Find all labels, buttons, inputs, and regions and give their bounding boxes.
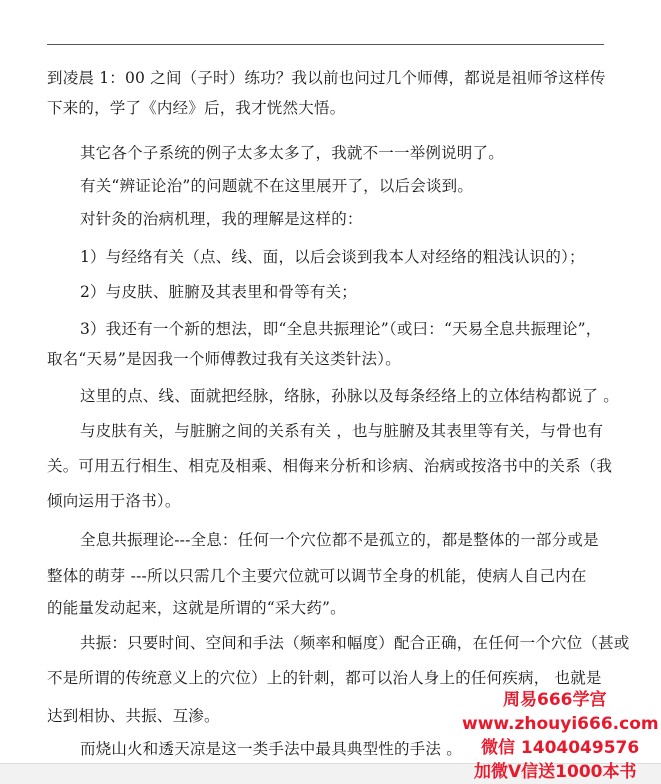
text-line-9: 取名“天易”是因我一个师傅教过我有关这类针法）。 xyxy=(47,350,401,368)
text-line-13: 倾向运用于洛书）。 xyxy=(47,492,181,510)
text-line-11: 与皮肤有关，与脏腑之间的关系有关 ，也与脏腑及其表里等有关，与骨也有 xyxy=(80,422,604,440)
text-line-5: 对针灸的治病机理，我的理解是这样的： xyxy=(80,210,363,228)
text-line-8: 3）我还有一个新的想法，即“全息共振理论”（或曰：“天易全息共振理论”， xyxy=(80,320,602,338)
header-rule xyxy=(47,44,604,45)
text-line-16: 的能量发动起来，这就是所谓的“采大药”。 xyxy=(47,599,346,617)
text-line-19: 达到相协、共振、互渗。 xyxy=(47,707,220,725)
text-line-7: 2）与皮肤、脏腑及其表里和骨等有关； xyxy=(80,283,357,301)
text-line-18: 不是所谓的传统意义上的穴位）上的针刺，都可以治人身上的任何疾病， 也就是 xyxy=(47,669,602,687)
text-line-12: 关。可用五行相生、相克及相乘、相侮来分析和诊病、治病或按洛书中的关系（我 xyxy=(47,457,613,475)
text-line-14: 全息共振理论---全息：任何一个穴位都不是孤立的，都是整体的一部分或是 xyxy=(80,531,599,549)
text-line-2: 下来的，学了《内经》后，我才恍然大悟。 xyxy=(47,99,346,117)
text-line-6: 1）与经络有关（点、线、面，以后会谈到我本人对经络的粗浅认识的）； xyxy=(80,248,585,266)
text-line-10: 这里的点、线、面就把经脉，络脉，孙脉以及每条经络上的立体结构都说了 。 xyxy=(80,387,619,405)
text-line-1: 到凌晨 1：00 之间（子时）练功？我以前也问过几个师傅，都说是祖师爷这样传 xyxy=(47,69,606,87)
text-line-17: 共振：只要时间、空间和手法（频率和幅度）配合正确，在任何一个穴位（甚或 xyxy=(80,634,630,652)
watermark-promo: 加微V信送1000本书 xyxy=(474,762,637,782)
watermark-url: www.zhouyi666.com xyxy=(462,714,659,734)
text-line-4: 有关“辨证论治”的问题就不在这里展开了，以后会谈到。 xyxy=(80,177,474,195)
text-line-15: 整体的萌芽 ---所以只需几个主要穴位就可以调节全身的机能，使病人自己内在 xyxy=(47,567,587,585)
watermark-wechat: 微信 1404049576 xyxy=(481,738,640,758)
text-line-20: 而烧山火和透天凉是这一类手法中最具典型性的手法 。 xyxy=(80,740,462,758)
text-line-3: 其它各个子系统的例子太多太多了，我就不一一举例说明了。 xyxy=(80,144,504,162)
watermark-title: 周易666学宫 xyxy=(503,690,607,710)
